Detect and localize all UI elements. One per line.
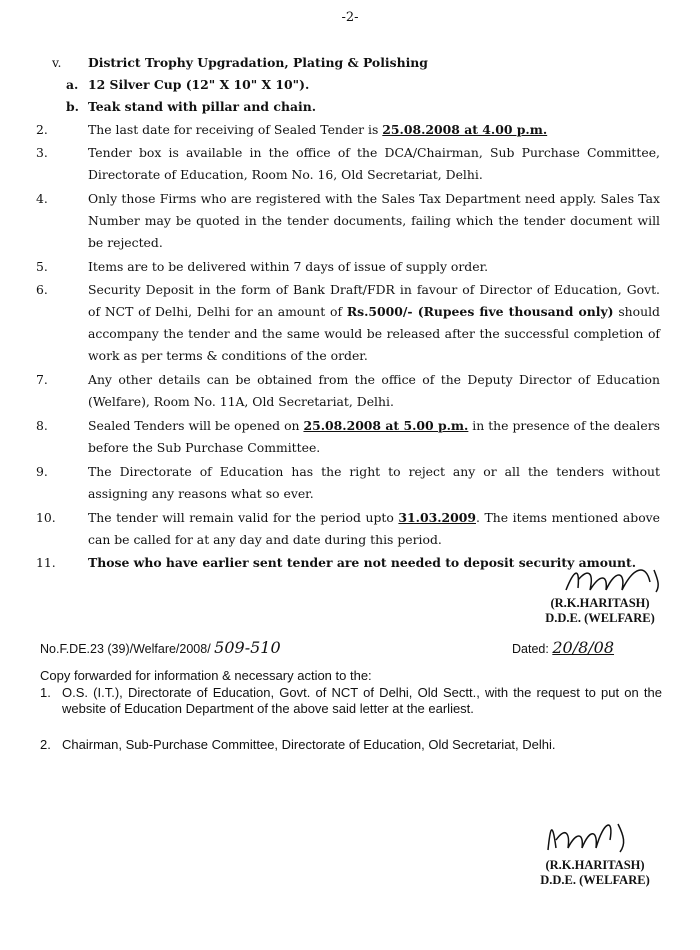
sub-item-number: a. bbox=[66, 77, 79, 92]
item-number: 4. bbox=[36, 191, 48, 206]
item-bold-text: 25.08.2008 at 5.00 p.m. bbox=[303, 418, 469, 433]
item-text: should accompany the tender and the same would be released after the successful completion of work as per terms & conditions of the order. bbox=[88, 304, 660, 363]
item-number: v. bbox=[52, 55, 62, 70]
item-text: Tender box is available in the office of the DCA/Chairman, Sub Purchase Committee, Directorate of Education, Room No. 16, Old Secretariat, Delhi. bbox=[88, 145, 660, 182]
handwritten-date: 20/8/08 bbox=[552, 638, 615, 657]
reference-number bbox=[40, 638, 281, 657]
item-number: 2. bbox=[36, 122, 48, 137]
item-number: 6. bbox=[36, 282, 48, 297]
item-bold-text: Those who have earlier sent tender are not needed to deposit security amount. bbox=[88, 555, 637, 570]
copy-item-number: 2. bbox=[40, 737, 51, 752]
sub-item-number: b. bbox=[66, 99, 79, 114]
item-number: 11. bbox=[36, 555, 56, 570]
copy-heading: Copy forwarded for information & necessary action to the: bbox=[40, 668, 372, 683]
copy-item bbox=[40, 737, 662, 753]
list-item bbox=[36, 415, 660, 459]
copy-item bbox=[40, 685, 662, 717]
item-text: Any other details can be obtained from the office of the Deputy Director of Education (Welfare), Room No. 11A, Old Secretariat, Delhi. bbox=[88, 372, 660, 409]
sub-item-text: Teak stand with pillar and chain. bbox=[88, 99, 317, 114]
item-text: The tender will remain valid for the period upto bbox=[88, 510, 399, 525]
handwritten-reference: 509-510 bbox=[214, 638, 281, 657]
item-bold-text: Rs.5000/- (Rupees five thousand only) bbox=[346, 304, 614, 319]
page-number: -2- bbox=[341, 10, 359, 25]
reference-text: No.F.DE.23 (39)/Welfare/2008/ bbox=[40, 642, 211, 656]
signatory-designation: D.D.E. (WELFARE) bbox=[545, 611, 655, 625]
item-text: in the presence of the dealers before the Sub Purchase Committee. bbox=[88, 418, 660, 455]
item-text: Items are to be delivered within 7 days of issue of supply order. bbox=[88, 259, 489, 274]
list-item bbox=[36, 369, 660, 413]
list-item bbox=[36, 256, 660, 278]
list-item bbox=[36, 279, 660, 367]
signature-block bbox=[525, 596, 675, 626]
copy-item-text: O.S. (I.T.), Directorate of Education, Govt. of NCT of Delhi, Old Sectt., with the request to put on the website of Education Department of the above said letter at the earliest. bbox=[62, 685, 662, 716]
item-text: . The items mentioned above can be called for at any day and date during this period. bbox=[88, 510, 660, 547]
sub-item bbox=[66, 96, 316, 118]
item-v bbox=[36, 52, 660, 74]
date-line bbox=[512, 638, 614, 657]
item-bold-text: 25.08.2008 at 4.00 p.m. bbox=[382, 122, 548, 137]
signatory-name: (R.K.HARITASH) bbox=[550, 596, 650, 610]
sub-item-text: 12 Silver Cup (12" X 10" X 10"). bbox=[88, 77, 310, 92]
item-title: District Trophy Upgradation, Plating & Polishing bbox=[88, 55, 428, 70]
dated-label: Dated: bbox=[512, 642, 549, 656]
list-item bbox=[36, 142, 660, 186]
signature-block bbox=[520, 858, 670, 888]
list-item bbox=[36, 507, 660, 551]
item-text: Security Deposit in the form of Bank Draft/FDR in favour of Director of Education, Govt. of NCT of Delhi, Delhi for an amount of bbox=[88, 282, 660, 319]
copy-item-text: Chairman, Sub-Purchase Committee, Directorate of Education, Old Secretariat, Delhi. bbox=[62, 737, 556, 752]
list-item bbox=[36, 461, 660, 505]
item-text: Sealed Tenders will be opened on bbox=[88, 418, 304, 433]
copy-item-number: 1. bbox=[40, 685, 51, 700]
item-number: 9. bbox=[36, 464, 48, 479]
item-number: 10. bbox=[36, 510, 56, 525]
list-item bbox=[36, 119, 660, 141]
signatory-name: (R.K.HARITASH) bbox=[545, 858, 645, 872]
list-item bbox=[36, 188, 660, 254]
item-number: 8. bbox=[36, 418, 48, 433]
item-text: The Directorate of Education has the right to reject any or all the tenders without assigning any reasons what so ever. bbox=[88, 464, 660, 501]
signature-scribble bbox=[540, 810, 640, 858]
item-bold-text: 31.03.2009 bbox=[398, 510, 476, 525]
signatory-designation: D.D.E. (WELFARE) bbox=[540, 873, 650, 887]
sub-item bbox=[66, 74, 309, 96]
item-number: 5. bbox=[36, 259, 48, 274]
item-text: The last date for receiving of Sealed Tender is bbox=[88, 122, 383, 137]
item-number: 7. bbox=[36, 372, 48, 387]
item-number: 3. bbox=[36, 145, 48, 160]
item-text: Only those Firms who are registered with the Sales Tax Department need apply. Sales Tax Number may be quoted in the tender documents, failing which the tender document will be rejected. bbox=[88, 191, 660, 250]
signature-scribble bbox=[560, 560, 670, 598]
